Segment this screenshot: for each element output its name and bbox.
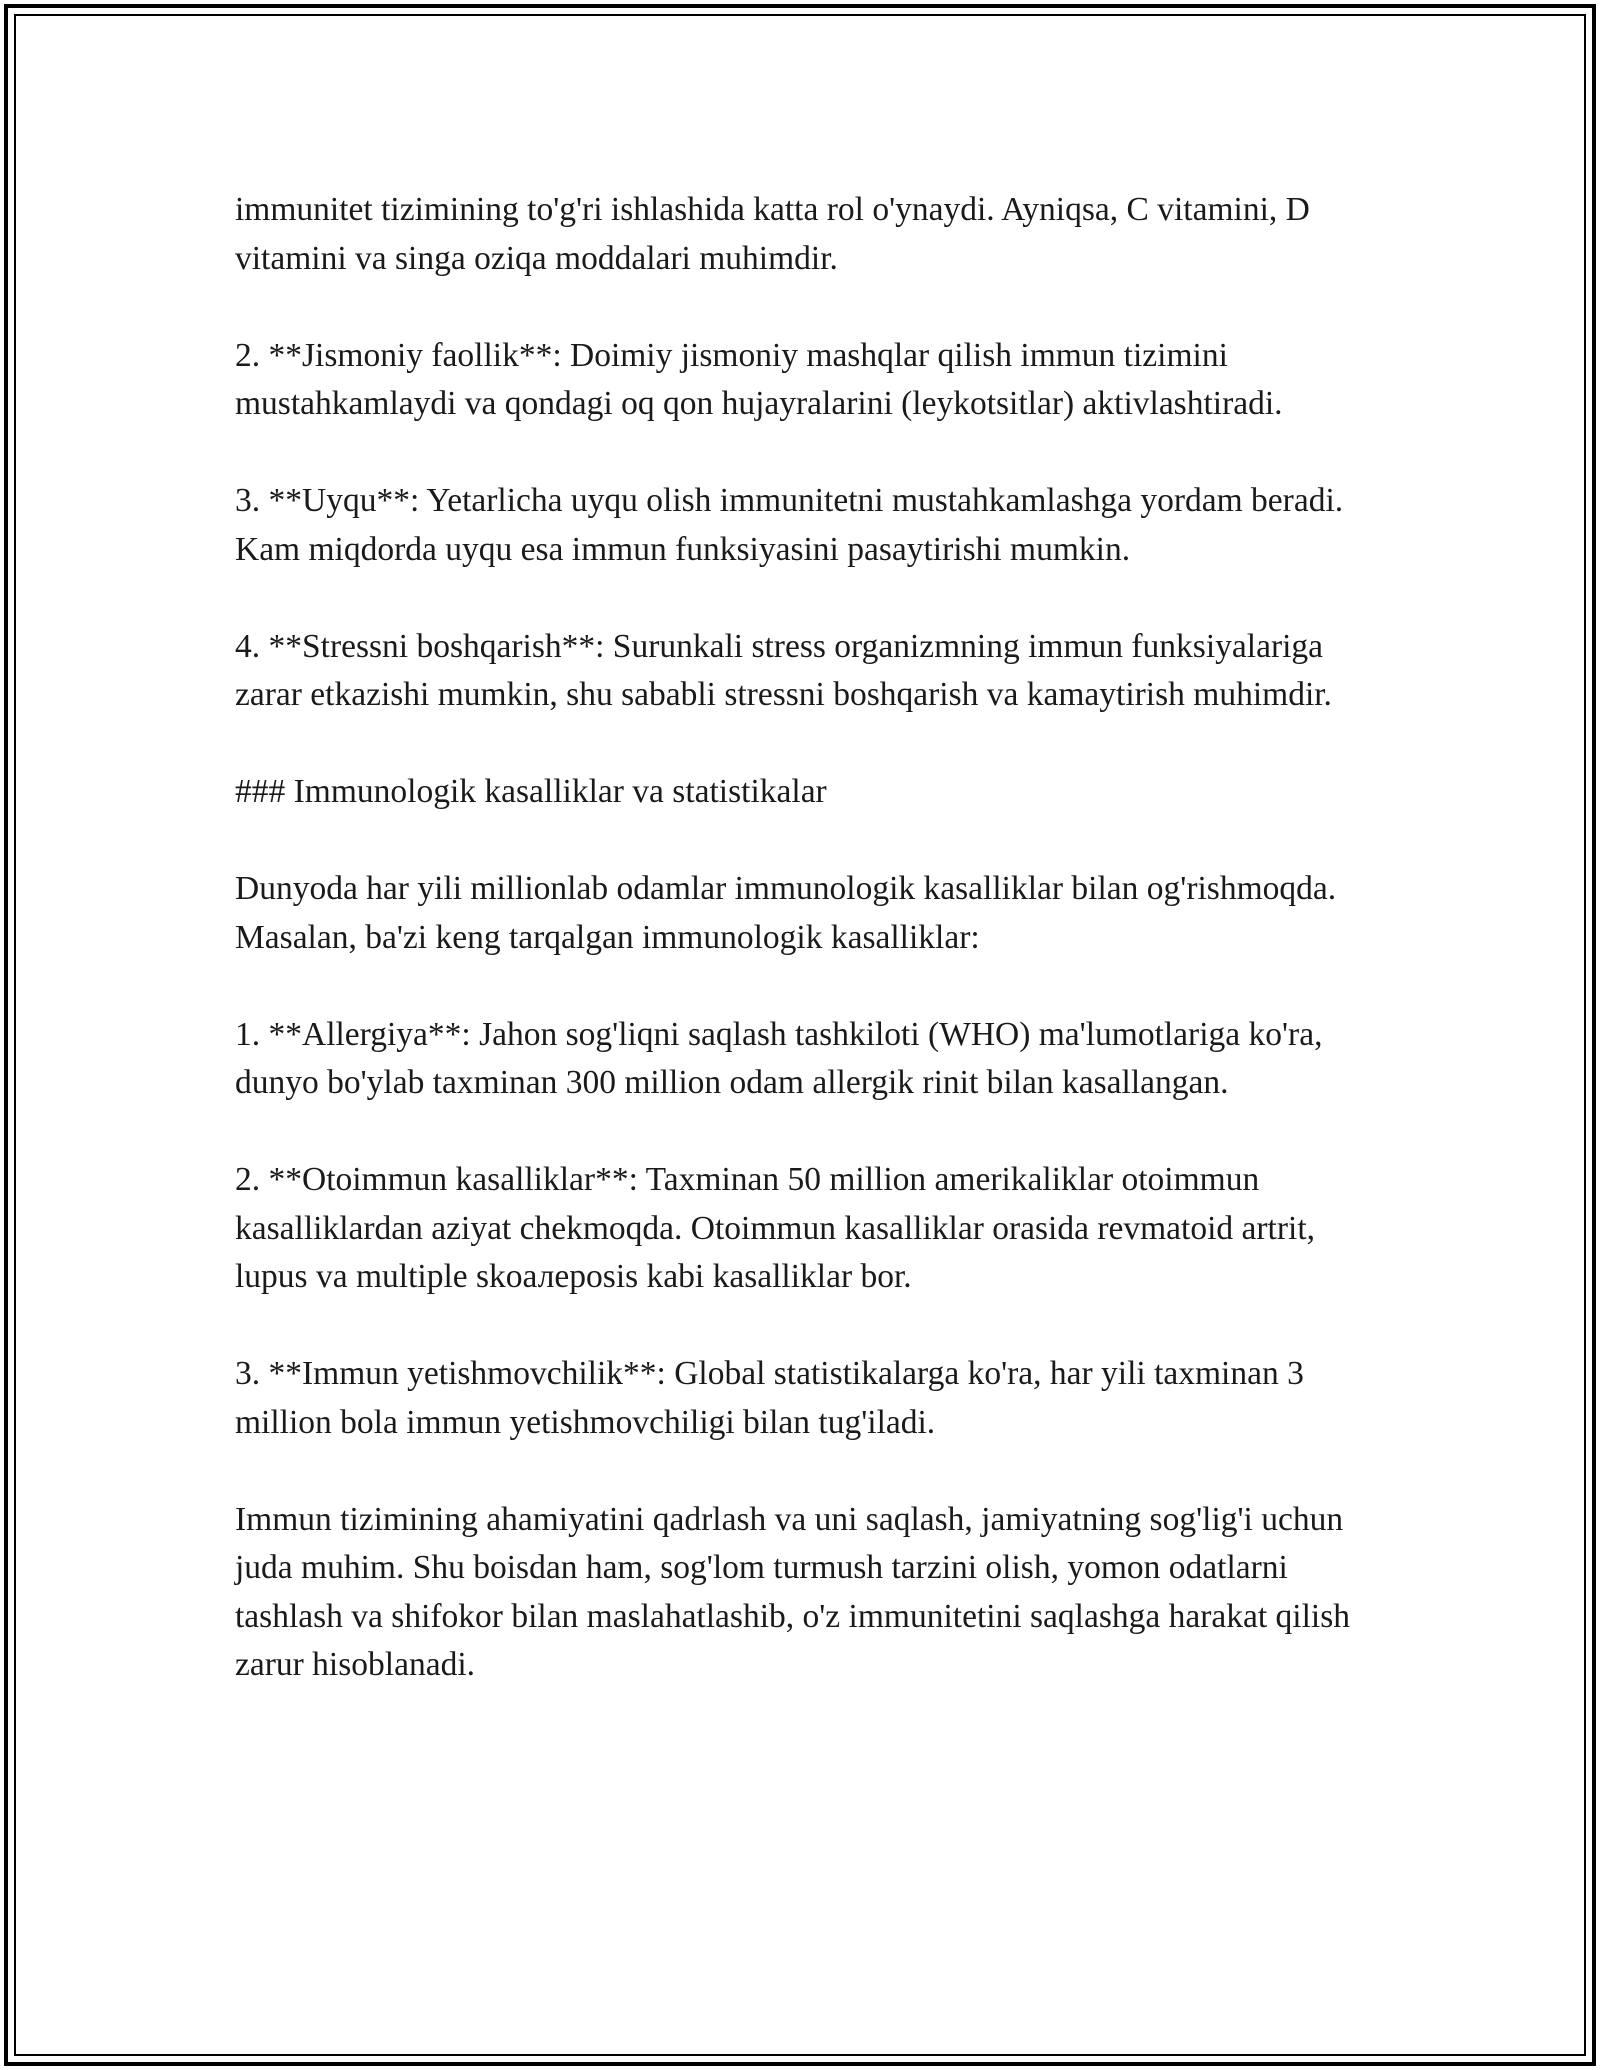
paragraph-intro-statistics: Dunyoda har yili millionlab odamlar immunologik kasalliklar bilan og'rishmoqda. Masalan, ba'zi keng tarqalgan immunologik kasalliklar: [235, 870, 1337, 956]
paragraph-conclusion: Immun tizimining ahamiyatini qadrlash va uni saqlash, jamiyatning sog'lig'i uchun juda muhim. Shu boisdan ham, sog'lom turmush tarzini olish, yomon odatlarni tashlash va shifokor bilan maslahatlashib, o'z immunitetini saqlashga harakat qilish zarur hisoblanadi. [235, 1500, 1351, 1683]
list-item-autoimmune: 2. **Otoimmun kasalliklar**: Taxminan 50 million amerikaliklar otoimmun kasalliklardan aziyat chekmoqda. Otoimmun kasalliklar orasida revmatoid artrit, lupus va multiple skoалeposis kabi kasalliklar bor. [235, 1161, 1316, 1295]
list-item-sleep: 3. **Uyqu**: Yetarlicha uyqu olish immunitetni mustahkamlashga yordam beradi. Kam miqdorda uyqu esa immun funksiyasini pasaytirishi mumkin. [235, 482, 1344, 568]
list-item-immunodeficiency: 3. **Immun yetishmovchilik**: Global statistikalarga ko'ra, har yili taxminan 3 million bola immun yetishmovchiligi bilan tug'iladi. [235, 1355, 1304, 1441]
paragraph-nutrition-continued: immunitet tizimining to'g'ri ishlashida katta rol o'ynaydi. Ayniqsa, C vitamini, D vitamini va singa oziqa moddalari muhimdir. [235, 191, 1310, 277]
list-item-physical-activity: 2. **Jismoniy faollik**: Doimiy jismoniy mashqlar qilish immun tizimini mustahkamlaydi va qondagi oq qon hujayralarini (leykotsitlar) aktivlashtiradi. [235, 336, 1283, 422]
list-item-stress-management: 4. **Stressni boshqarish**: Surunkali stress organizmning immun funksiyalariga zarar etkazishi mumkin, shu sababli stressni boshqarish va kamaytirish muhimdir. [235, 627, 1332, 713]
document-body [235, 186, 1375, 1738]
list-item-allergy: 1. **Allergiya**: Jahon sog'liqni saqlash tashkiloti (WHO) ma'lumotlariga ko'ra, dunyo bo'ylab taxminan 300 million odam allergik rinit bilan kasallangan. [235, 1015, 1323, 1101]
section-heading-immunologic-diseases: ### Immunologik kasalliklar va statistikalar [235, 773, 827, 810]
